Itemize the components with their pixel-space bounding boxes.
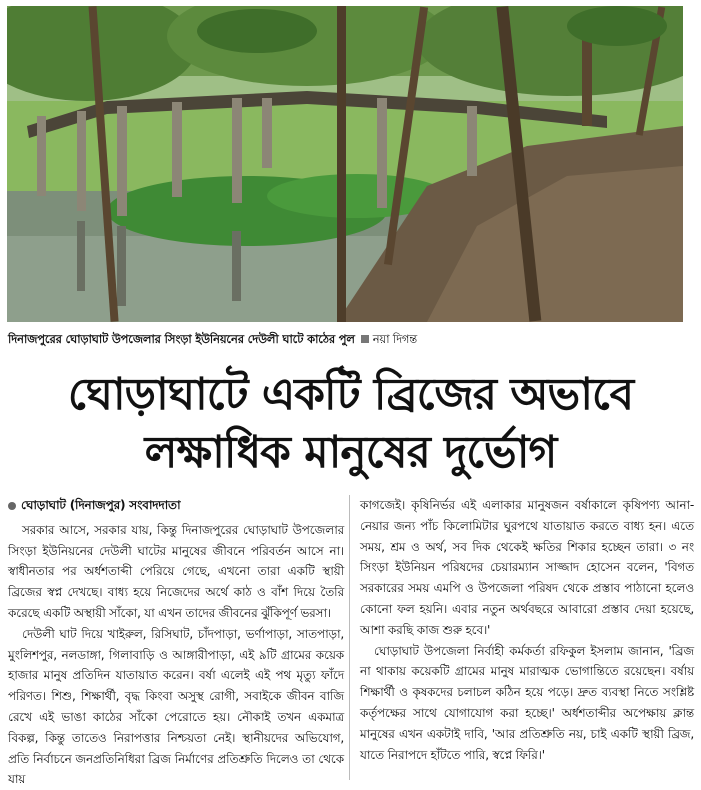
photo-credit: নয়া দিগন্ত [372,332,417,346]
headline-line-1: ঘোড়াঘাটে একটি ব্রিজের অভাবে [67,369,634,420]
caption-text: দিনাজপুরের ঘোড়াঘাট উপজেলার সিংড়া ইউনিয়নের দেউলী ঘাটে কাঠের পুল [8,332,355,346]
paragraph: কাগজেই। কৃষিনির্ভর এই এলাকার মানুষজন বর্ষাকালে কৃষিপণ্য আনা-নেয়ার জন্য পাঁচ কিলোমিটার ঘুরপথে যাতায়াত করতে বাধ্য হন। এতে সময়, শ্রম ও অর্থ, সব দিক থেকেই ক্ষতির শিকার হচ্ছেন তারা। ৩ নং সিংড়া ইউনিয়ন পরিষদের চেয়ারম্যান সাজ্জাদ হোসেন বলেন, 'বিগত সরকারের সময় এমপি ও উপজেলা পরিষদ থেকে প্রস্তাব পাঠানো হলেও কোনো ফল হয়নি। এবার নতুন অর্থবছরে আবারো প্রস্তাব দেয়া হয়েছে, আশা করছি কাজ শুরু হবে।' [360,498,694,637]
paragraph: দেউলী ঘাট দিয়ে খাইরুল, রিসিঘাট, চাঁদপাড়া, ভর্ণাপাড়া, সাতপাড়া, মুংলিশপুর, নলডাঙ্গা, গিলাবাড়ি ও আঙ্গারীপাড়া, এই ৯টি গ্রামের কয়েক হাজার মানুষ প্রতিদিন যাতায়াত করেন। বর্ষা এলেই এই পথ মৃত্যু ফাঁদে পরিণত। শিশু, শিক্ষার্থী, বৃদ্ধ কিংবা অসুস্থ রোগী, সবাইকে জীবন বাজি রেখে এই ভাঙা কাঠের সাঁকো পেরোতে হয়। নৌকাই তখন একমাত্র বিকল্প, কিন্তু তাতেও নিরাপত্তার নিশ্চয়তা নেই। স্থানীয়দের অভিযোগ, প্রতি নির্বাচনে জনপ্রতিনিধিরা ব্রিজ নির্মাণের প্রতিশ্রুতি দিলেও তা থেকে যায় [8,626,344,787]
bridge-photo [7,6,683,322]
paragraph: সরকার আসে, সরকার যায়, কিন্তু দিনাজপুরের ঘোড়াঘাট উপজেলার সিংড়া ইউনিয়নের দেউলী ঘাটের মানুষের জীবনে পরিবর্তন আসে না। স্বাধীনতার পর অর্ধশতাব্দী পেরিয়ে গেছে, এখনো তারা একটি স্থায়ী ব্রিজের স্বপ্ন দেখছে। বাধ্য হয়ে নিজেদের অর্থে কাঠ ও বাঁশ দিয়ে তৈরি করেছে একটি অস্থায়ী সাঁকো, যা এখন তাদের জীবনের ঝুঁকিপূর্ণ ভরসা। [8,522,344,620]
article-column-left [8,495,344,790]
bullet-icon [8,502,16,510]
photo-caption [8,331,688,350]
square-bullet-icon [361,335,369,343]
column-divider [349,495,350,780]
article-column-right [360,495,694,765]
byline [8,495,344,516]
byline-text: ঘোড়াঘাট (দিনাজপুর) সংবাদদাতা [21,498,181,512]
paragraph: ঘোড়াঘাট উপজেলা নির্বাহী কর্মকর্তা রফিকুল ইসলাম জানান, 'ব্রিজ না থাকায় কয়েকটি গ্রামের মানুষ মারাত্মক ভোগান্তিতে রয়েছেন। বর্ষায় শিক্ষার্থী ও কৃষকদের চলাচল কঠিন হয়ে পড়ে। দ্রুত ব্যবস্থা নিতে সংশ্লিষ্ট কর্তৃপক্ষের সাথে যোগাযোগ করা হচ্ছে।' অর্ধশতাব্দীর অপেক্ষায় ক্লান্ত মানুষের এখন একটাই দাবি, 'আর প্রতিশ্রুতি নয়, চাই একটি স্থায়ী ব্রিজ, যাতে নিরাপদে হাঁটতে পারি, স্বপ্নে ফিরি।' [360,643,694,762]
headline-line-2: লক্ষাধিক মানুষের দুর্ভোগ [144,427,557,478]
